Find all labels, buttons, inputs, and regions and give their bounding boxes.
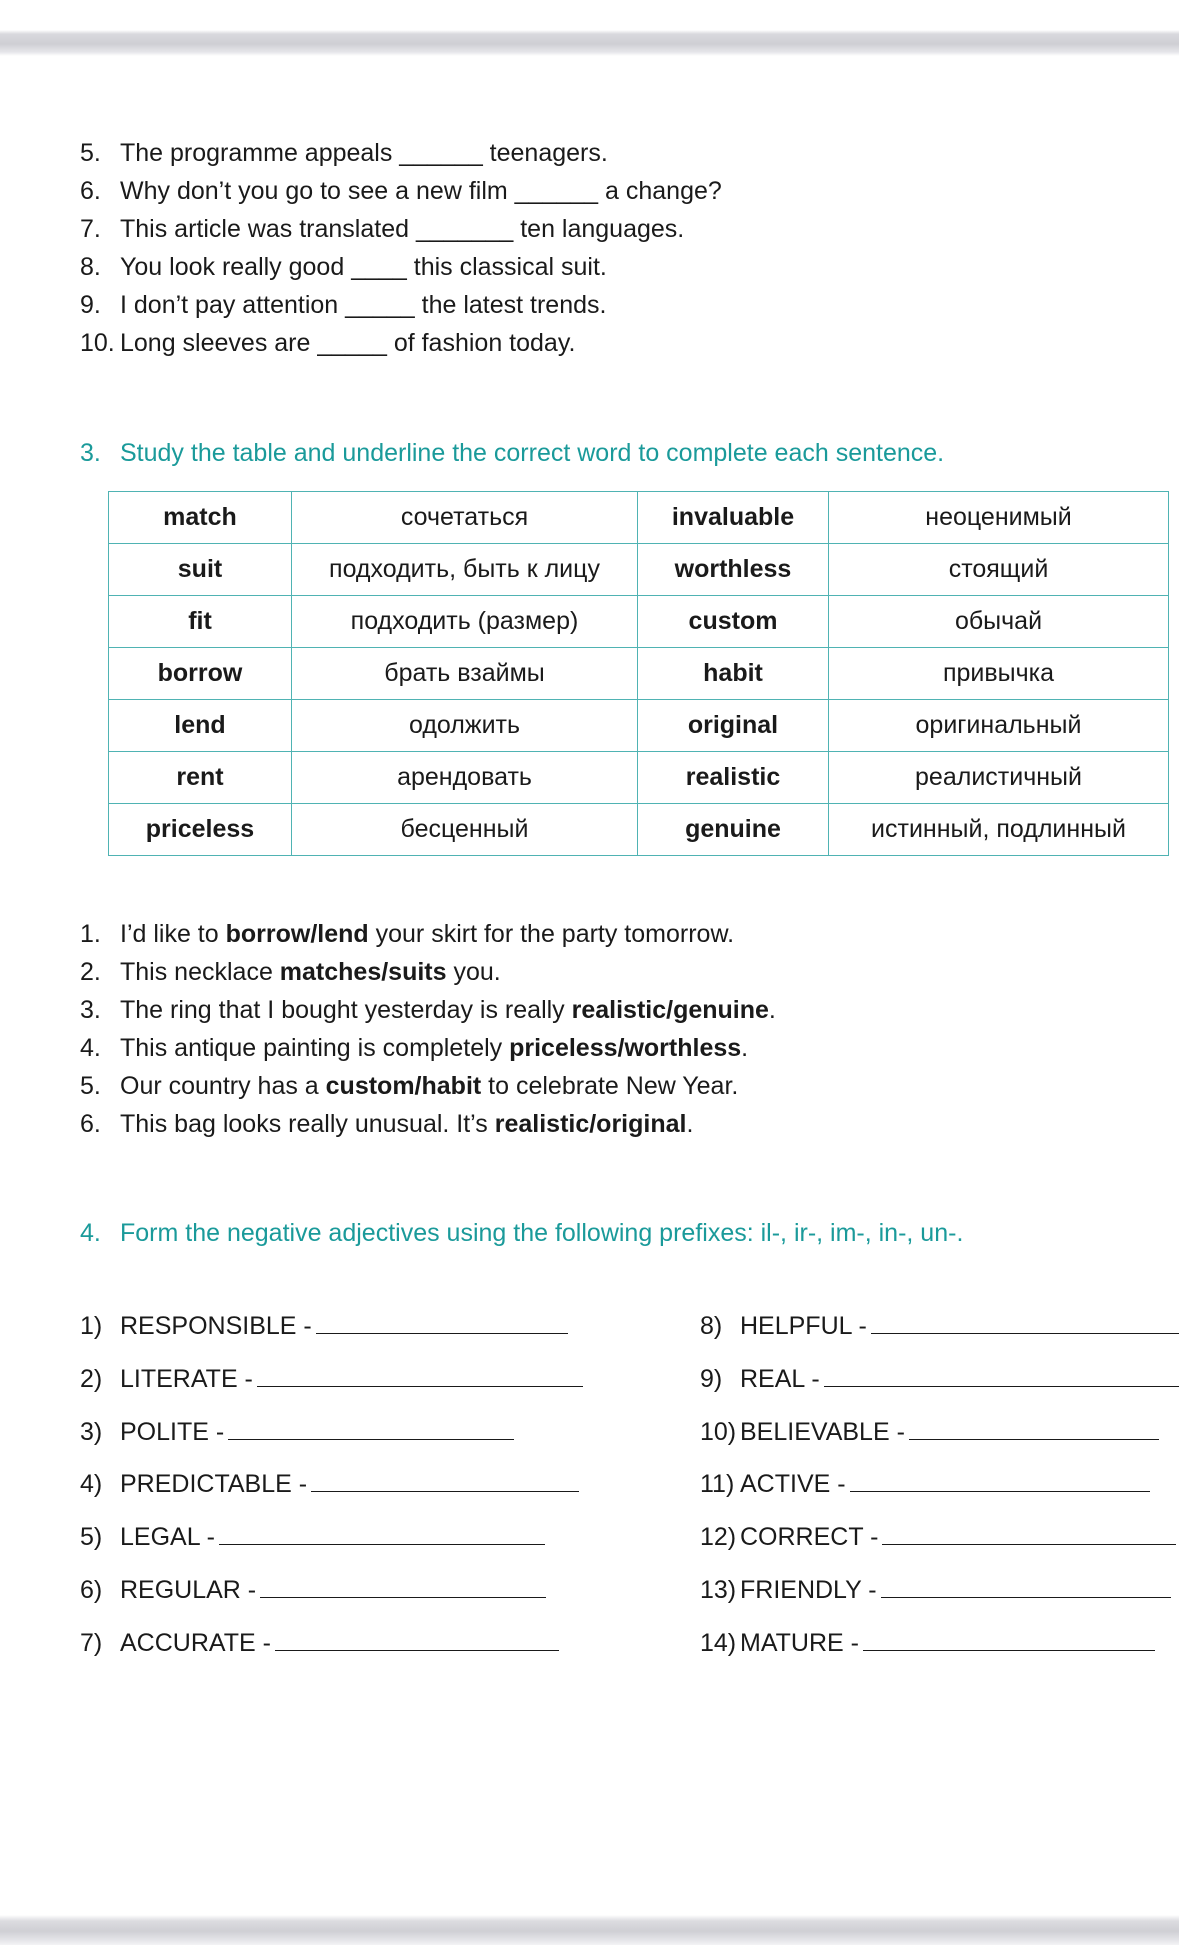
russian-translation-cell: арендовать	[292, 752, 638, 804]
english-word-cell: worthless	[638, 544, 829, 596]
russian-translation-cell: брать взаймы	[292, 648, 638, 700]
list-item: 1) RESPONSIBLE -	[80, 1307, 583, 1360]
list-item: 9. I don’t pay attention _____ the latest trends.	[80, 291, 607, 319]
exercise4-heading: 4. Form the negative adjectives using the following prefixes: il-, ir-, im-, in-, un-.	[80, 1219, 964, 1247]
word-choice[interactable]: matches/suits	[279, 958, 447, 986]
russian-translation-cell: стоящий	[829, 544, 1169, 596]
list-item: 8. You look really good ____ this classical suit.	[80, 253, 607, 281]
russian-translation-cell: привычка	[829, 648, 1169, 700]
list-item: 5. The programme appeals ______ teenagers.	[80, 139, 608, 167]
list-item: 5. Our country has a custom/habit to celebrate New Year.	[80, 1072, 739, 1100]
table-row	[109, 804, 1169, 856]
list-item: 3) POLITE -	[80, 1413, 583, 1466]
list-item: 4) PREDICTABLE -	[80, 1465, 583, 1518]
list-item: 9) REAL -	[700, 1360, 1179, 1413]
english-word-cell: rent	[109, 752, 292, 804]
word-choice[interactable]: realistic/original	[494, 1110, 687, 1138]
list-item: 6) REGULAR -	[80, 1571, 583, 1624]
vocabulary-table	[108, 491, 1169, 856]
english-word-cell: original	[638, 700, 829, 752]
word-choice[interactable]: realistic/genuine	[571, 996, 769, 1024]
word-choice[interactable]: priceless/worthless	[509, 1034, 742, 1062]
answer-blank[interactable]	[863, 1626, 1155, 1651]
english-word-cell: habit	[638, 648, 829, 700]
answer-blank[interactable]	[257, 1362, 583, 1387]
answer-blank[interactable]	[219, 1520, 545, 1545]
answer-blank[interactable]	[871, 1309, 1179, 1334]
exercise3-heading: 3. Study the table and underline the correct word to complete each sentence.	[80, 439, 945, 467]
list-item: 2) LITERATE -	[80, 1360, 583, 1413]
list-item: 12) CORRECT -	[700, 1518, 1179, 1571]
list-item: 10) BELIEVABLE -	[700, 1413, 1179, 1466]
answer-blank[interactable]	[850, 1467, 1150, 1492]
list-item: 10. Long sleeves are _____ of fashion today.	[80, 329, 576, 357]
list-item: 11) ACTIVE -	[700, 1465, 1179, 1518]
answer-blank[interactable]	[824, 1362, 1179, 1387]
exercise4-right-column	[700, 1307, 1179, 1677]
english-word-cell: lend	[109, 700, 292, 752]
answer-blank[interactable]	[275, 1626, 559, 1651]
answer-blank[interactable]	[228, 1415, 514, 1440]
table-row	[109, 648, 1169, 700]
top-scroll-edge	[0, 0, 1179, 56]
english-word-cell: priceless	[109, 804, 292, 856]
russian-translation-cell: истинный, подлинный	[829, 804, 1169, 856]
answer-blank[interactable]	[311, 1467, 579, 1492]
russian-translation-cell: одолжить	[292, 700, 638, 752]
list-item: 1. I’d like to borrow/lend your skirt for the party tomorrow.	[80, 920, 735, 948]
answer-blank[interactable]	[881, 1573, 1171, 1598]
bottom-scroll-edge	[0, 1915, 1179, 1945]
exercise2-sentence-list	[80, 134, 722, 362]
answer-blank[interactable]	[909, 1415, 1159, 1440]
list-item: 6. This bag looks really unusual. It’s realistic/original.	[80, 1110, 694, 1138]
answer-blank[interactable]	[260, 1573, 546, 1598]
english-word-cell: genuine	[638, 804, 829, 856]
russian-translation-cell: подходить, быть к лицу	[292, 544, 638, 596]
word-choice[interactable]: borrow/lend	[225, 920, 369, 948]
list-item: 14) MATURE -	[700, 1624, 1179, 1677]
table-row	[109, 700, 1169, 752]
table-row	[109, 492, 1169, 544]
list-item: 3. The ring that I bought yesterday is really realistic/genuine.	[80, 996, 776, 1024]
russian-translation-cell: сочетаться	[292, 492, 638, 544]
english-word-cell: realistic	[638, 752, 829, 804]
english-word-cell: fit	[109, 596, 292, 648]
list-item: 8) HELPFUL -	[700, 1307, 1179, 1360]
list-item: 7. This article was translated _______ ten languages.	[80, 215, 685, 243]
answer-blank[interactable]	[316, 1309, 568, 1334]
russian-translation-cell: оригинальный	[829, 700, 1169, 752]
exercise4-left-column	[80, 1307, 583, 1677]
english-word-cell: match	[109, 492, 292, 544]
english-word-cell: borrow	[109, 648, 292, 700]
list-item: 13) FRIENDLY -	[700, 1571, 1179, 1624]
list-item: 4. This antique painting is completely priceless/worthless.	[80, 1034, 749, 1062]
russian-translation-cell: обычай	[829, 596, 1169, 648]
list-item: 7) ACCURATE -	[80, 1624, 583, 1677]
russian-translation-cell: подходить (размер)	[292, 596, 638, 648]
list-item: 6. Why don’t you go to see a new film ______ a change?	[80, 177, 722, 205]
answer-blank[interactable]	[882, 1520, 1176, 1545]
table-row	[109, 596, 1169, 648]
english-word-cell: custom	[638, 596, 829, 648]
english-word-cell: invaluable	[638, 492, 829, 544]
russian-translation-cell: реалистичный	[829, 752, 1169, 804]
table-row	[109, 752, 1169, 804]
list-item: 2. This necklace matches/suits you.	[80, 958, 501, 986]
list-item: 5) LEGAL -	[80, 1518, 583, 1571]
russian-translation-cell: неоценимый	[829, 492, 1169, 544]
english-word-cell: suit	[109, 544, 292, 596]
word-choice[interactable]: custom/habit	[325, 1072, 482, 1100]
russian-translation-cell: бесценный	[292, 804, 638, 856]
exercise3-sentence-list	[80, 915, 776, 1143]
table-row	[109, 544, 1169, 596]
